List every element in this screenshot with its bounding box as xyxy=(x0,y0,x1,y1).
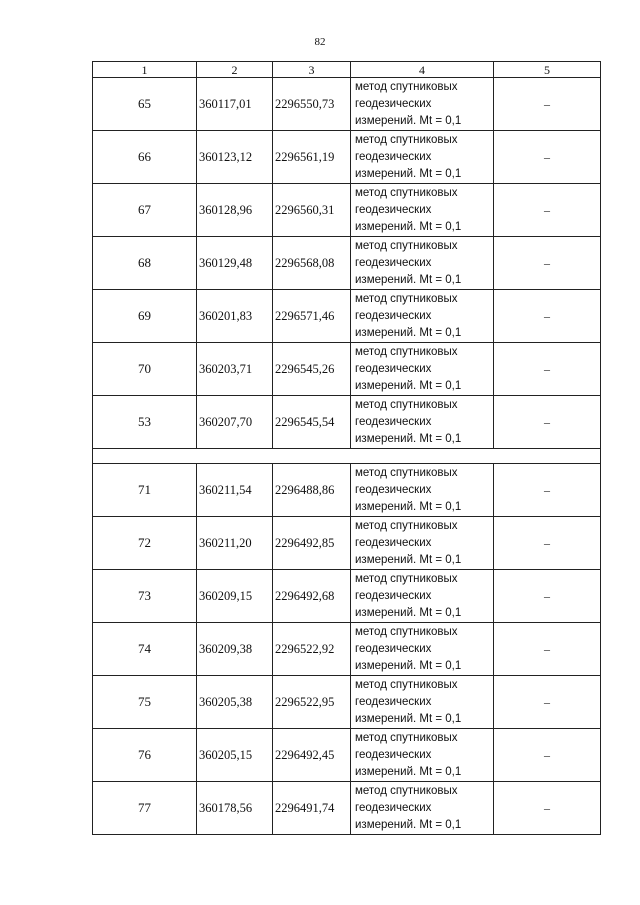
y-coordinate-cell: 2296492,45 xyxy=(273,729,351,782)
point-number-cell: 72 xyxy=(93,517,197,570)
y-coordinate-cell: 2296545,54 xyxy=(273,396,351,449)
method-line: метод спутниковых xyxy=(355,625,458,638)
method-cell xyxy=(351,782,494,835)
y-coordinate-cell: 2296560,31 xyxy=(273,184,351,237)
table-row xyxy=(93,343,601,396)
table-row xyxy=(93,623,601,676)
x-coordinate-cell: 360211,54 xyxy=(197,464,273,517)
x-coordinate-cell: 360205,38 xyxy=(197,676,273,729)
table-row xyxy=(93,290,601,343)
x-coordinate-cell: 360117,01 xyxy=(197,78,273,131)
note-cell: – xyxy=(494,343,601,396)
method-line: измерений. Mt = 0,1 xyxy=(355,114,462,127)
method-line: геодезических xyxy=(355,695,432,708)
point-number-cell: 75 xyxy=(93,676,197,729)
method-cell xyxy=(351,343,494,396)
method-cell xyxy=(351,464,494,517)
method-line: геодезических xyxy=(355,589,432,602)
x-coordinate-cell: 360203,71 xyxy=(197,343,273,396)
note-cell: – xyxy=(494,623,601,676)
method-line: геодезических xyxy=(355,415,432,428)
point-number-cell: 73 xyxy=(93,570,197,623)
method-cell xyxy=(351,290,494,343)
point-number-cell: 69 xyxy=(93,290,197,343)
note-cell: – xyxy=(494,131,601,184)
y-coordinate-cell: 2296550,73 xyxy=(273,78,351,131)
method-line: измерений. Mt = 0,1 xyxy=(355,500,462,513)
method-line: геодезических xyxy=(355,97,432,110)
method-line: геодезических xyxy=(355,642,432,655)
y-coordinate-cell: 2296571,46 xyxy=(273,290,351,343)
x-coordinate-cell: 360128,96 xyxy=(197,184,273,237)
column-header: 3 xyxy=(273,62,351,78)
table-row xyxy=(93,782,601,835)
y-coordinate-cell: 2296488,86 xyxy=(273,464,351,517)
x-coordinate-cell: 360209,38 xyxy=(197,623,273,676)
method-line: метод спутниковых xyxy=(355,398,458,411)
y-coordinate-cell: 2296491,74 xyxy=(273,782,351,835)
point-number-cell: 53 xyxy=(93,396,197,449)
note-cell: – xyxy=(494,464,601,517)
method-line: метод спутниковых xyxy=(355,292,458,305)
point-number-cell: 66 xyxy=(93,131,197,184)
method-line: измерений. Mt = 0,1 xyxy=(355,606,462,619)
method-line: измерений. Mt = 0,1 xyxy=(355,273,462,286)
method-line: метод спутниковых xyxy=(355,186,458,199)
method-cell xyxy=(351,131,494,184)
table-row xyxy=(93,78,601,131)
y-coordinate-cell: 2296492,68 xyxy=(273,570,351,623)
note-cell: – xyxy=(494,290,601,343)
method-cell xyxy=(351,623,494,676)
y-coordinate-cell: 2296492,85 xyxy=(273,517,351,570)
method-cell xyxy=(351,78,494,131)
method-cell xyxy=(351,184,494,237)
method-line: геодезических xyxy=(355,203,432,216)
x-coordinate-cell: 360207,70 xyxy=(197,396,273,449)
method-line: метод спутниковых xyxy=(355,731,458,744)
method-cell xyxy=(351,570,494,623)
point-number-cell: 67 xyxy=(93,184,197,237)
method-line: измерений. Mt = 0,1 xyxy=(355,167,462,180)
note-cell: – xyxy=(494,570,601,623)
column-header: 4 xyxy=(351,62,494,78)
method-line: геодезических xyxy=(355,536,432,549)
method-cell xyxy=(351,237,494,290)
method-line: измерений. Mt = 0,1 xyxy=(355,220,462,233)
y-coordinate-cell: 2296522,95 xyxy=(273,676,351,729)
method-line: измерений. Mt = 0,1 xyxy=(355,326,462,339)
note-cell: – xyxy=(494,517,601,570)
note-cell: – xyxy=(494,237,601,290)
method-line: геодезических xyxy=(355,309,432,322)
column-header: 5 xyxy=(494,62,601,78)
point-number-cell: 77 xyxy=(93,782,197,835)
method-line: метод спутниковых xyxy=(355,239,458,252)
table-row xyxy=(93,517,601,570)
note-cell: – xyxy=(494,676,601,729)
column-header: 2 xyxy=(197,62,273,78)
method-line: измерений. Mt = 0,1 xyxy=(355,712,462,725)
column-header: 1 xyxy=(93,62,197,78)
method-line: метод спутниковых xyxy=(355,80,458,93)
point-number-cell: 76 xyxy=(93,729,197,782)
method-cell xyxy=(351,729,494,782)
method-line: измерений. Mt = 0,1 xyxy=(355,379,462,392)
x-coordinate-cell: 360201,83 xyxy=(197,290,273,343)
method-line: геодезических xyxy=(355,150,432,163)
point-number-cell: 74 xyxy=(93,623,197,676)
x-coordinate-cell: 360123,12 xyxy=(197,131,273,184)
table-row xyxy=(93,729,601,782)
note-cell: – xyxy=(494,78,601,131)
table-row xyxy=(93,184,601,237)
x-coordinate-cell: 360209,15 xyxy=(197,570,273,623)
table-row xyxy=(93,464,601,517)
method-line: метод спутниковых xyxy=(355,572,458,585)
method-line: метод спутниковых xyxy=(355,133,458,146)
method-line: измерений. Mt = 0,1 xyxy=(355,765,462,778)
y-coordinate-cell: 2296522,92 xyxy=(273,623,351,676)
x-coordinate-cell: 360178,56 xyxy=(197,782,273,835)
method-line: измерений. Mt = 0,1 xyxy=(355,659,462,672)
y-coordinate-cell: 2296545,26 xyxy=(273,343,351,396)
table-header-row xyxy=(93,62,601,78)
y-coordinate-cell: 2296568,08 xyxy=(273,237,351,290)
note-cell: – xyxy=(494,729,601,782)
method-line: метод спутниковых xyxy=(355,784,458,797)
method-cell xyxy=(351,517,494,570)
table-row xyxy=(93,131,601,184)
method-line: геодезических xyxy=(355,748,432,761)
note-cell: – xyxy=(494,396,601,449)
method-line: измерений. Mt = 0,1 xyxy=(355,553,462,566)
method-line: метод спутниковых xyxy=(355,519,458,532)
method-cell xyxy=(351,676,494,729)
method-line: метод спутниковых xyxy=(355,345,458,358)
method-line: геодезических xyxy=(355,483,432,496)
method-line: геодезических xyxy=(355,801,432,814)
table-row xyxy=(93,570,601,623)
separator-row xyxy=(93,449,601,464)
method-line: измерений. Mt = 0,1 xyxy=(355,432,462,445)
note-cell: – xyxy=(494,184,601,237)
x-coordinate-cell: 360129,48 xyxy=(197,237,273,290)
point-number-cell: 70 xyxy=(93,343,197,396)
table-row xyxy=(93,237,601,290)
y-coordinate-cell: 2296561,19 xyxy=(273,131,351,184)
method-line: измерений. Mt = 0,1 xyxy=(355,818,462,831)
note-cell: – xyxy=(494,782,601,835)
separator-cell xyxy=(93,449,601,464)
method-line: геодезических xyxy=(355,256,432,269)
point-number-cell: 71 xyxy=(93,464,197,517)
x-coordinate-cell: 360211,20 xyxy=(197,517,273,570)
table-row xyxy=(93,676,601,729)
coordinates-table xyxy=(92,61,601,835)
point-number-cell: 68 xyxy=(93,237,197,290)
method-line: метод спутниковых xyxy=(355,466,458,479)
method-line: метод спутниковых xyxy=(355,678,458,691)
method-line: геодезических xyxy=(355,362,432,375)
page-number: 82 xyxy=(314,36,326,48)
method-cell xyxy=(351,396,494,449)
point-number-cell: 65 xyxy=(93,78,197,131)
x-coordinate-cell: 360205,15 xyxy=(197,729,273,782)
table-row xyxy=(93,396,601,449)
